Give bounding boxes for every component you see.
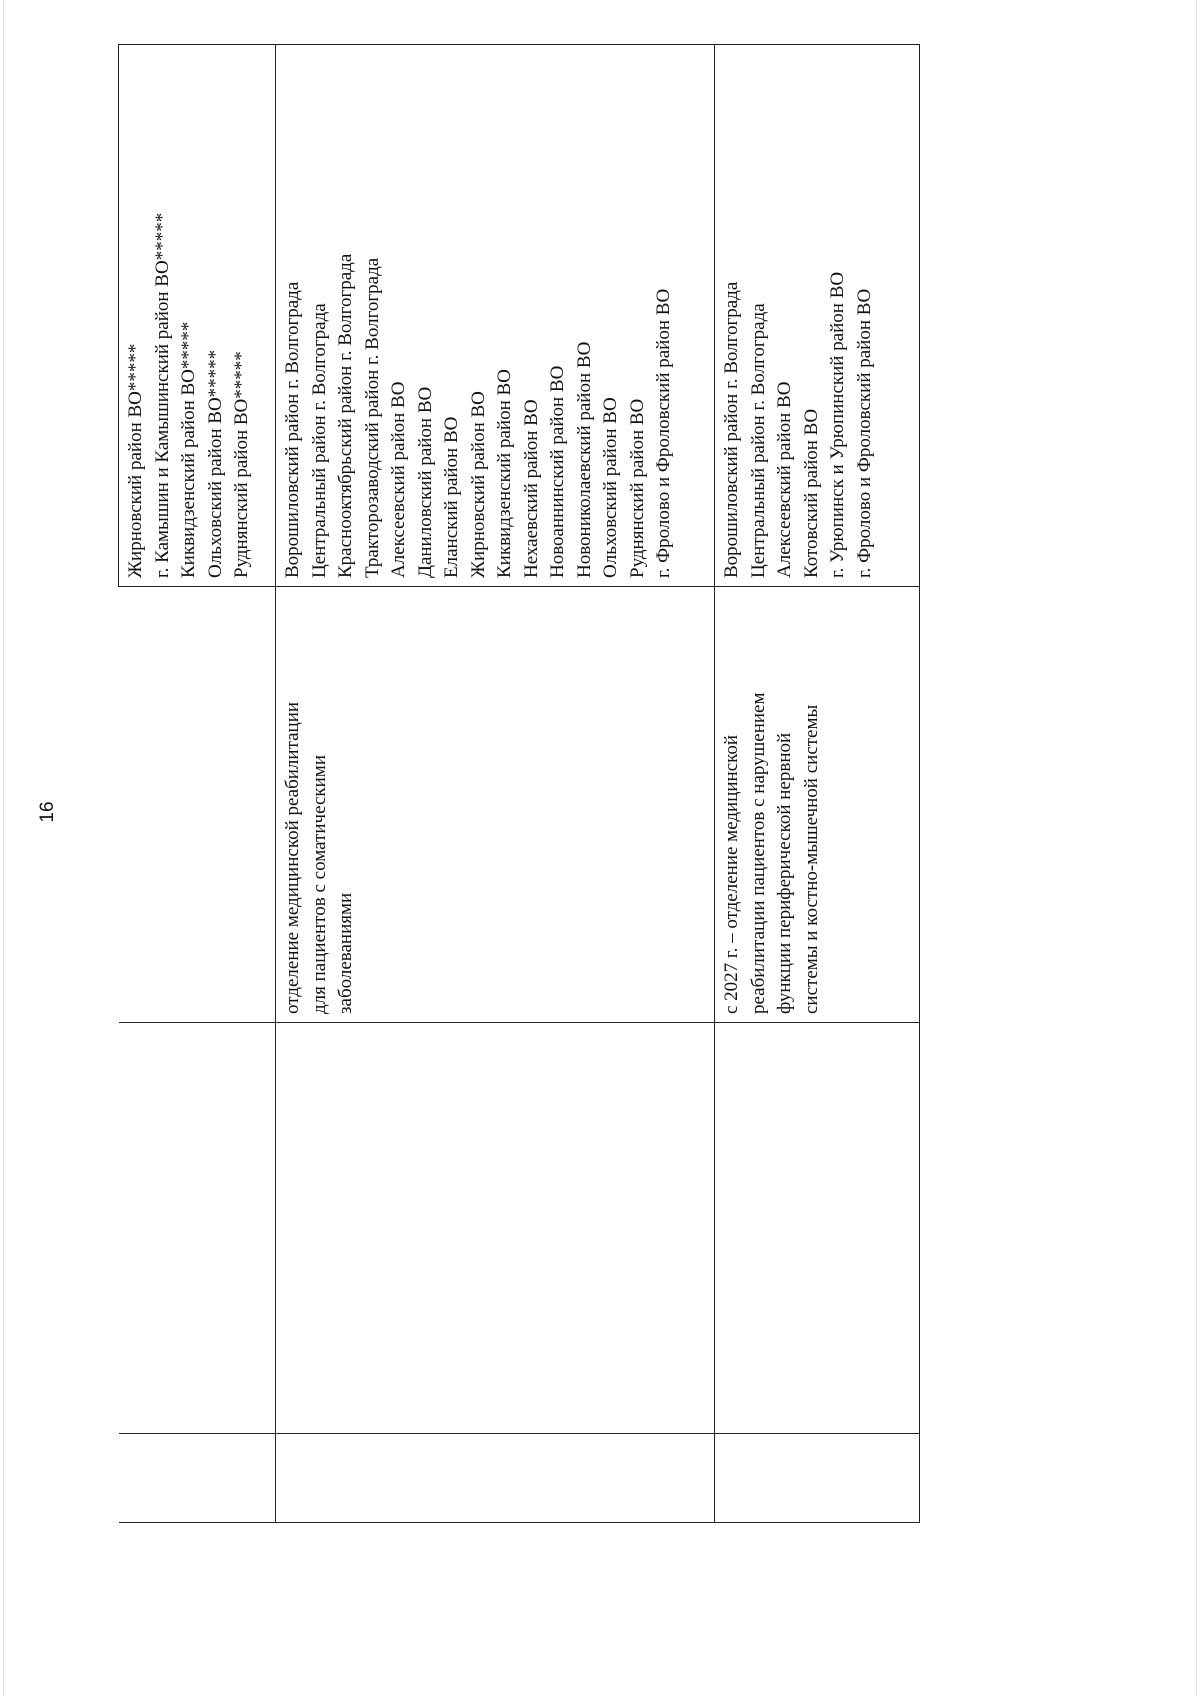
district-line: Ворошиловский район г. Волгограда (721, 281, 742, 578)
table-cell-districts (715, 45, 920, 587)
district-line: Котовский район ВО (800, 408, 822, 578)
table-row (119, 45, 276, 1523)
district-line: Ольховский район ВО***** (204, 349, 226, 578)
rotated-table-container (118, 105, 908, 1523)
district-line: Новониколаевский район ВО (573, 341, 595, 578)
district-line: Еланский район ВО (441, 416, 462, 578)
table-cell-department (276, 587, 715, 1023)
district-line: Центральный район г. Волгограда (308, 303, 330, 578)
department-line: системы и костно-мышечной системы (800, 704, 822, 1014)
district-line: Тракторозаводский район г. Волгограда (361, 257, 383, 578)
department-line: функции периферической нервной (774, 732, 795, 1014)
table-cell-empty (715, 1434, 920, 1523)
table-cell-empty (715, 1023, 920, 1434)
table-cell-districts (119, 45, 276, 587)
table-row (715, 45, 920, 1523)
district-line: Центральный район г. Волгограда (747, 303, 769, 578)
district-line: Руднянский район ВО***** (231, 351, 252, 578)
table-cell-districts (276, 45, 715, 587)
table-cell-empty (276, 1434, 715, 1523)
department-line: реабилитации пациентов с нарушением (747, 692, 769, 1014)
district-line: Киквидзенский район ВО (494, 369, 515, 578)
district-line: Нехаевский район ВО (520, 399, 542, 578)
table-row (276, 45, 715, 1523)
district-line: Ольховский район ВО (600, 397, 621, 578)
table-cell-department (119, 587, 276, 1023)
department-line: отделение медицинской реабилитации (282, 701, 303, 1014)
department-line: с 2027 г. – отделение медицинской (721, 734, 742, 1014)
district-line: Жирновский район ВО (467, 391, 489, 578)
district-line: Жирновский район ВО***** (125, 343, 146, 578)
table-cell-department (715, 587, 920, 1023)
table-cell-empty (276, 1023, 715, 1434)
district-line: г. Фролово и Фроловский район ВО (653, 288, 674, 578)
department-line: заболеваниями (335, 892, 356, 1014)
district-line: Новоаннинский район ВО (547, 365, 568, 578)
page-number: 16 (37, 801, 58, 823)
table-cell-empty (119, 1023, 276, 1434)
scan-edge-right (1196, 0, 1197, 1696)
district-line: г. Камышин и Камышинский район ВО***** (151, 212, 173, 578)
district-line: г. Фролово и Фроловский район ВО (853, 288, 875, 578)
district-line: Краснооктябрьский район г. Волгограда (335, 253, 356, 578)
table-cell-empty (119, 1434, 276, 1523)
district-line: Руднянский район ВО (626, 398, 648, 578)
district-line: Алексеевский район ВО (388, 381, 409, 578)
scan-edge-left (3, 0, 4, 1696)
district-line: г. Урюпинск и Урюпинский район ВО (827, 271, 848, 578)
district-line: Киквидзенский район ВО***** (178, 321, 199, 578)
district-line: Алексеевский район ВО (774, 381, 795, 578)
districts-table (118, 44, 920, 1523)
department-line: для пациентов с соматическими (308, 755, 330, 1014)
district-line: Ворошиловский район г. Волгограда (282, 281, 303, 578)
district-line: Даниловский район ВО (414, 386, 436, 578)
